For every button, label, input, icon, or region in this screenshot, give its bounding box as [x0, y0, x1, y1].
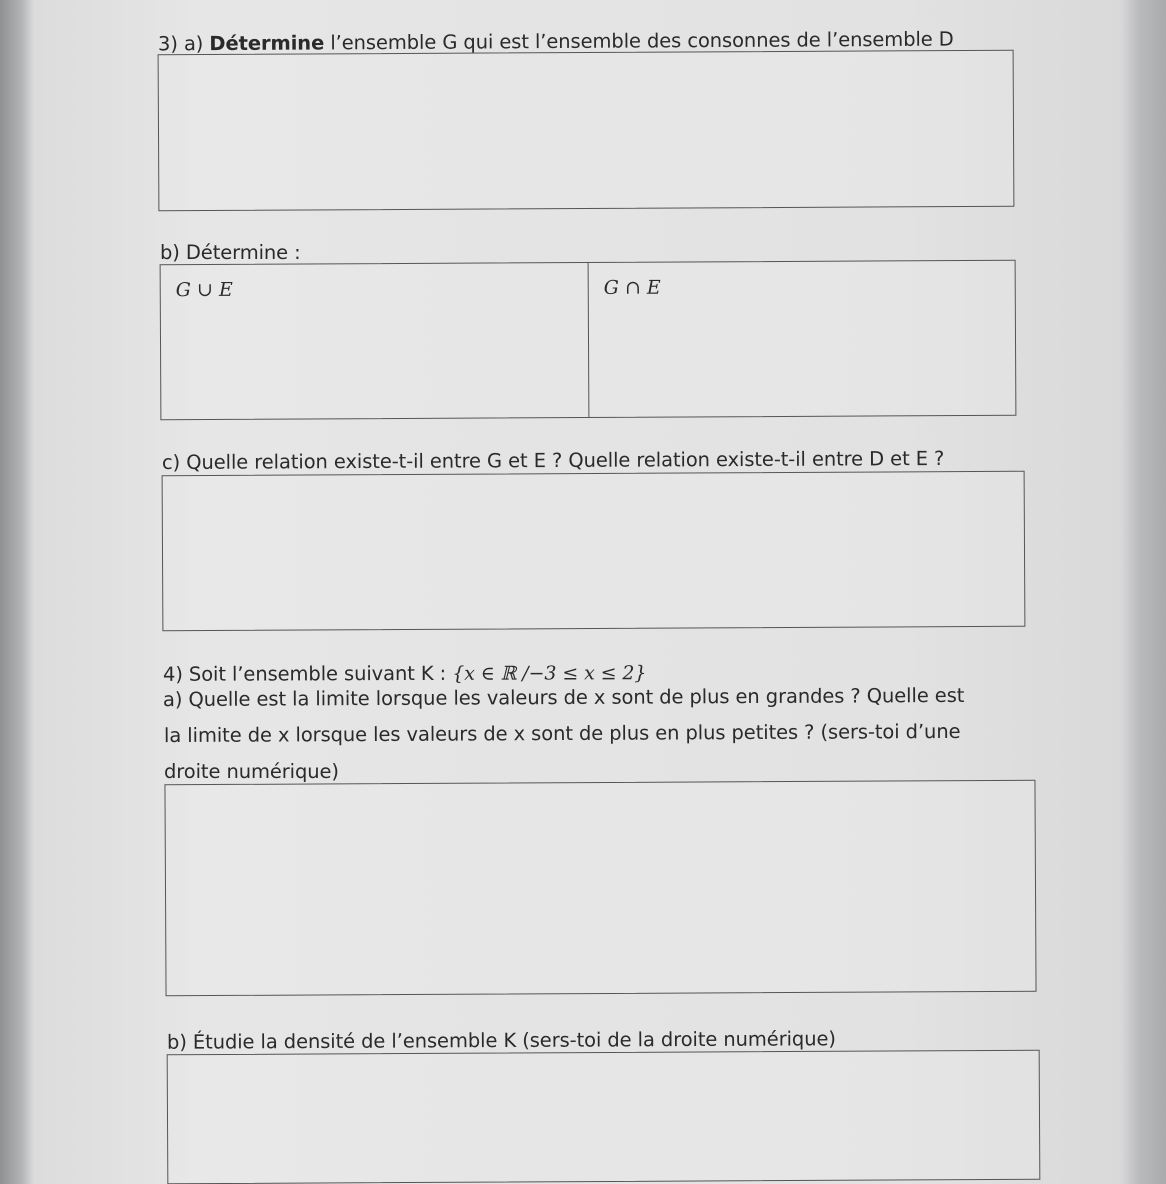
question-4-text: 4) Soit l’ensemble suivant K :: [162, 661, 453, 686]
answer-box-3c[interactable]: [162, 471, 1026, 632]
intersection-label: G ∩ E: [603, 276, 661, 299]
question-3c: c) Quelle relation existe-t-il entre G et E ? Quelle relation existe-t-il entre D et E ?: [161, 446, 945, 475]
question-4a-line-2: la limite de x lorsque les valeurs de x sont de plus en plus petites ? (sers-toi d’une: [163, 719, 961, 748]
question-text: l’ensemble G qui est l’ensemble des consonnes de l’ensemble D: [324, 27, 954, 55]
question-4-intro: [163, 661, 646, 686]
answer-box-4a[interactable]: [164, 780, 1036, 997]
question-verb: Détermine: [209, 31, 325, 56]
answer-box-3a[interactable]: [158, 50, 1015, 211]
union-label: G ∪ E: [175, 278, 233, 302]
question-3b: b) Détermine :: [160, 241, 301, 264]
answer-cell-union[interactable]: [161, 263, 590, 419]
set-k-definition: {x ∈ ℝ /−3 ≤ x ≤ 2}: [452, 662, 647, 685]
question-4a-line-1: a) Quelle est la limite lorsque les valeurs de x sont de plus en grandes ? Quelle est: [162, 683, 965, 712]
answer-table-3b: [160, 260, 1017, 420]
answer-cell-intersection[interactable]: [589, 261, 1016, 417]
question-number: 3) a): [157, 32, 210, 56]
answer-box-4b[interactable]: [167, 1050, 1041, 1184]
question-4b: b) Étudie la densité de l’ensemble K (sers-toi de la droite numérique): [166, 1027, 836, 1054]
question-4a-line-3: droite numérique): [164, 760, 339, 783]
